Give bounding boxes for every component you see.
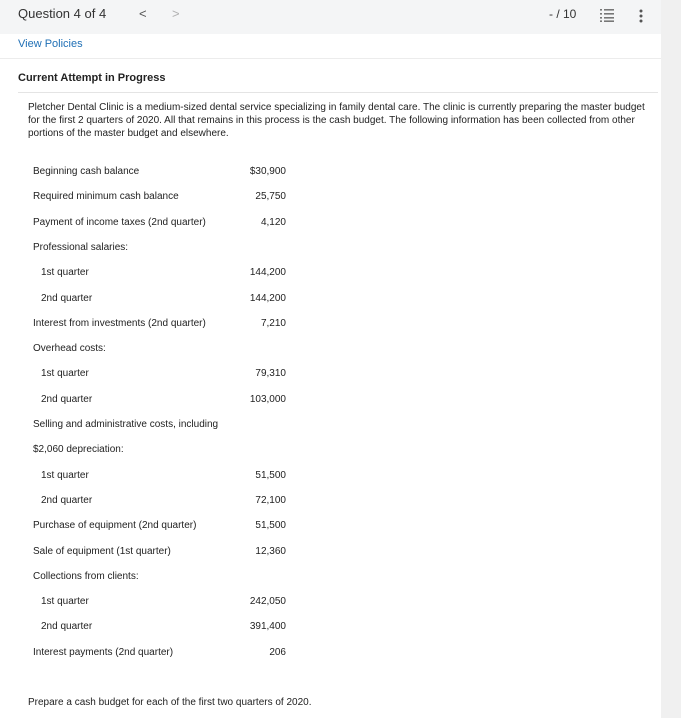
row-value: 391,400: [249, 621, 286, 633]
row-label: Selling and administrative costs, including: [33, 419, 219, 430]
row-value: 51,500: [255, 469, 286, 481]
row-label: 2nd quarter: [41, 494, 93, 506]
row-label: Interest from investments (2nd quarter): [33, 317, 206, 329]
row-value: 79,310: [255, 368, 286, 380]
previous-question-button[interactable]: <: [139, 6, 147, 21]
row-label: Professional salaries:: [33, 241, 129, 253]
row-label: Required minimum cash balance: [33, 191, 179, 203]
table-row: [0, 419, 661, 437]
scrollbar[interactable]: [661, 0, 681, 718]
divider: [18, 92, 658, 93]
row-label: Overhead costs:: [33, 343, 106, 355]
row-label: Beginning cash balance: [33, 166, 140, 177]
table-row: [0, 546, 661, 564]
table-row: [0, 368, 661, 386]
row-label: 1st quarter: [41, 469, 89, 481]
row-label: Collections from clients:: [33, 570, 139, 582]
table-row: [0, 343, 661, 361]
row-value: 51,500: [255, 520, 286, 532]
question-intro: Pletcher Dental Clinic is a medium-sized dental service specializing in family dental care. The clinic is currently preparing the master budget for the first 2 quarters of 2020. All that remains in this process is the cash budget. The following information has been collected from other portions of the master budget and elsewhere.: [28, 102, 645, 139]
question-header: [0, 0, 661, 34]
row-label: 1st quarter: [41, 596, 89, 608]
row-value: 4,120: [260, 216, 286, 228]
next-question-button[interactable]: >: [172, 6, 180, 21]
table-row: [0, 647, 661, 665]
table-row: [0, 217, 661, 235]
row-value: 72,100: [255, 494, 286, 506]
row-label: Interest payments (2nd quarter): [33, 646, 174, 658]
table-row: [0, 596, 661, 614]
table-row: [0, 444, 661, 462]
row-value: 144,200: [249, 292, 286, 304]
table-row: [0, 166, 661, 184]
table-row: [0, 621, 661, 639]
table-row: [0, 242, 661, 260]
view-policies-link[interactable]: View Policies: [18, 38, 83, 50]
row-value: 7,210: [260, 317, 286, 329]
row-label: Payment of income taxes (2nd quarter): [33, 216, 206, 228]
table-row: [0, 267, 661, 285]
score-display: - / 10: [549, 7, 577, 21]
row-label: $2,060 depreciation:: [33, 444, 124, 456]
row-value: 206: [269, 646, 286, 658]
table-row: [0, 191, 661, 209]
row-label: Purchase of equipment (2nd quarter): [33, 520, 197, 532]
row-value: 103,000: [249, 393, 286, 405]
row-label: 2nd quarter: [41, 393, 93, 405]
row-value: 12,360: [255, 545, 286, 557]
table-row: [0, 318, 661, 336]
table-row: [0, 495, 661, 513]
table-row: [0, 571, 661, 589]
row-label: Sale of equipment (1st quarter): [33, 545, 171, 557]
table-row: [0, 394, 661, 412]
row-label: 2nd quarter: [41, 621, 93, 633]
question-counter: Question 4 of 4: [18, 6, 107, 21]
row-value: 144,200: [249, 267, 286, 279]
row-label: 1st quarter: [41, 368, 89, 380]
table-row: [0, 293, 661, 311]
row-value: 242,050: [249, 596, 286, 608]
row-value: 25,750: [255, 191, 286, 203]
question-prompt: Prepare a cash budget for each of the first two quarters of 2020.: [28, 697, 312, 708]
row-label: 2nd quarter: [41, 292, 93, 304]
divider: [0, 58, 661, 59]
table-row: [0, 520, 661, 538]
row-value: $30,900: [249, 166, 286, 177]
table-row: [0, 470, 661, 488]
row-label: 1st quarter: [41, 267, 89, 279]
list-icon[interactable]: [600, 8, 614, 22]
attempt-status: Current Attempt in Progress: [18, 72, 166, 84]
more-vertical-icon[interactable]: [637, 8, 645, 24]
